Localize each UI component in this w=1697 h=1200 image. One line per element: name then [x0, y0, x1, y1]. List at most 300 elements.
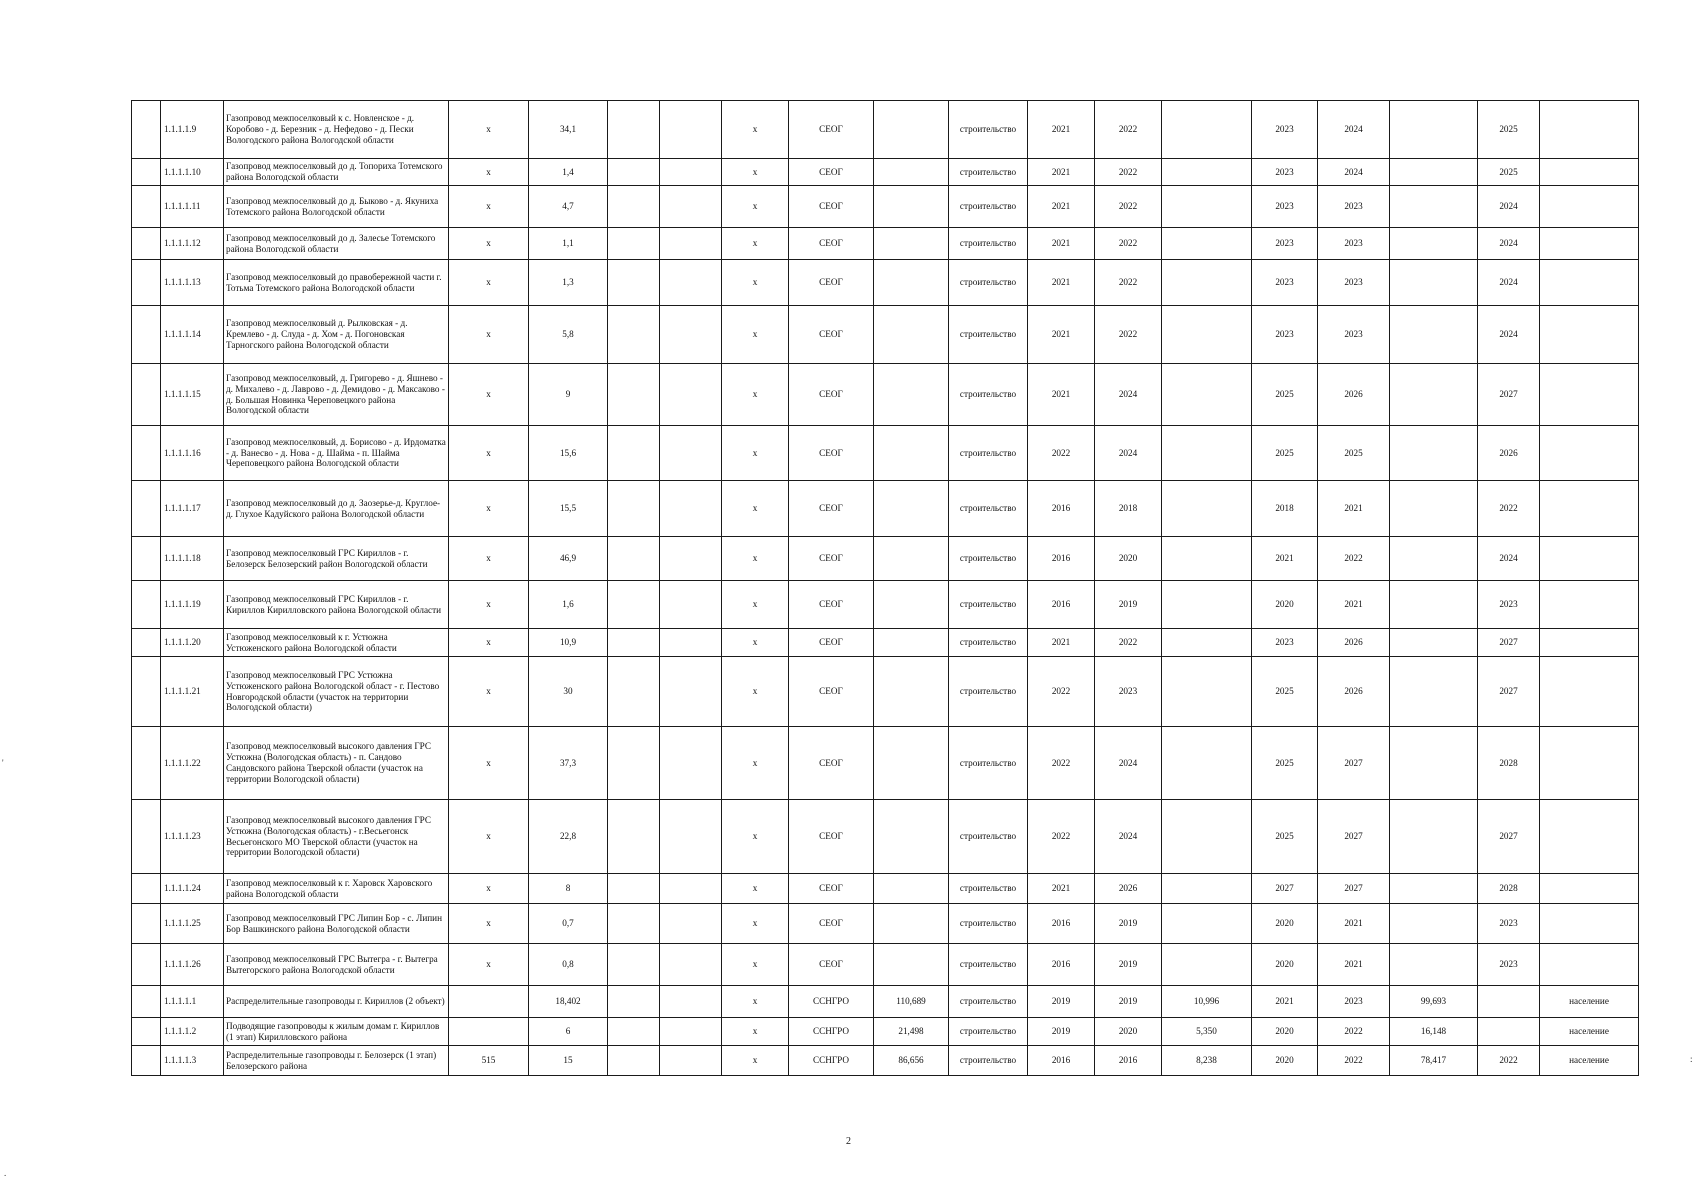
cell-c12: 2023 — [1252, 629, 1318, 657]
cell-c1: х — [449, 186, 529, 228]
cell-c8: строительство — [949, 1018, 1028, 1046]
cell-c14 — [1390, 159, 1478, 186]
row-number: 1.1.1.1.13 — [161, 260, 224, 306]
cell-c12: 2023 — [1252, 186, 1318, 228]
cell-c1 — [449, 1018, 529, 1046]
cell-c5: х — [722, 986, 789, 1018]
row-number: 1.1.1.1.15 — [161, 364, 224, 426]
cell-c12: 2025 — [1252, 364, 1318, 426]
cell-c10: 2022 — [1095, 629, 1162, 657]
table-row — [132, 800, 1639, 874]
cell-c9: 2022 — [1028, 727, 1095, 800]
cell-c16 — [1540, 186, 1639, 228]
row-number: 1.1.1.1.1 — [161, 986, 224, 1018]
cell-c7: 21,498 — [874, 1018, 949, 1046]
cell-c3 — [608, 537, 660, 581]
cell-c14 — [1390, 657, 1478, 727]
cell-c10: 2022 — [1095, 228, 1162, 260]
cell-c12: 2020 — [1252, 1046, 1318, 1076]
cell-c5: х — [722, 306, 789, 364]
cell-c9: 2016 — [1028, 581, 1095, 629]
object-name: Распределительные газопроводы г. Кириллов (2 объект) — [224, 986, 449, 1018]
cell-c16 — [1540, 228, 1639, 260]
page-number: 2 — [846, 1136, 851, 1147]
cell-c11 — [1162, 800, 1252, 874]
cell-c8: строительство — [949, 944, 1028, 986]
table-row — [132, 1018, 1639, 1046]
cell-c5: х — [722, 727, 789, 800]
cell-c13: 2027 — [1318, 727, 1390, 800]
cell-c6: СЕОГ — [789, 657, 874, 727]
cell-c14 — [1390, 481, 1478, 537]
cell-c11 — [1162, 306, 1252, 364]
cell-c4 — [660, 306, 722, 364]
cell-c14 — [1390, 228, 1478, 260]
cell-c14 — [1390, 364, 1478, 426]
cell-c6: СЕОГ — [789, 306, 874, 364]
cell-c15: 2025 — [1478, 101, 1540, 159]
cell-c1: х — [449, 260, 529, 306]
cell-c9: 2016 — [1028, 944, 1095, 986]
cell-c13: 2022 — [1318, 537, 1390, 581]
cell-c12: 2023 — [1252, 228, 1318, 260]
cell-c10: 2024 — [1095, 800, 1162, 874]
row-number: 1.1.1.1.9 — [161, 101, 224, 159]
cell-c6: СЕОГ — [789, 260, 874, 306]
cell-c15: 2023 — [1478, 581, 1540, 629]
cell-c3 — [608, 874, 660, 904]
cell-c4 — [660, 159, 722, 186]
cell-c6: СЕОГ — [789, 186, 874, 228]
row-number: 1.1.1.1.11 — [161, 186, 224, 228]
table-row — [132, 101, 1639, 159]
row-blank-cell — [132, 159, 161, 186]
cell-c1: х — [449, 228, 529, 260]
cell-c5: х — [722, 944, 789, 986]
cell-c12: 2020 — [1252, 944, 1318, 986]
cell-c15: 2024 — [1478, 260, 1540, 306]
cell-c8: строительство — [949, 101, 1028, 159]
cell-c3 — [608, 1046, 660, 1076]
cell-c2: 5,8 — [529, 306, 608, 364]
table-row — [132, 537, 1639, 581]
cell-c10: 2026 — [1095, 874, 1162, 904]
cell-c10: 2020 — [1095, 537, 1162, 581]
cell-c3 — [608, 260, 660, 306]
cell-c15 — [1478, 986, 1540, 1018]
cell-c7: 110,689 — [874, 986, 949, 1018]
cell-c2: 15,6 — [529, 426, 608, 481]
cell-c15: 2024 — [1478, 228, 1540, 260]
cell-c3 — [608, 159, 660, 186]
cell-c11 — [1162, 657, 1252, 727]
cell-c9: 2022 — [1028, 800, 1095, 874]
cell-c4 — [660, 1046, 722, 1076]
cell-c11: 8,238 — [1162, 1046, 1252, 1076]
cell-c8: строительство — [949, 727, 1028, 800]
cell-c4 — [660, 986, 722, 1018]
cell-c10: 2022 — [1095, 306, 1162, 364]
object-name: Газопровод межпоселковый ГРС Вытегра - г. Вытегра Вытегорского района Вологодской области — [224, 944, 449, 986]
cell-c5: х — [722, 657, 789, 727]
cell-c7 — [874, 657, 949, 727]
cell-c13: 2024 — [1318, 159, 1390, 186]
cell-c2: 1,1 — [529, 228, 608, 260]
row-number: 1.1.1.1.2 — [161, 1018, 224, 1046]
cell-c14 — [1390, 904, 1478, 944]
cell-c4 — [660, 629, 722, 657]
cell-c11 — [1162, 944, 1252, 986]
cell-c3 — [608, 186, 660, 228]
cell-c4 — [660, 228, 722, 260]
cell-c6: СЕОГ — [789, 481, 874, 537]
cell-c5: х — [722, 904, 789, 944]
object-name: Газопровод межпоселковый ГРС Липин Бор - с. Липин Бор Вашкинского района Вологодской области — [224, 904, 449, 944]
cell-c14 — [1390, 260, 1478, 306]
cell-c7 — [874, 800, 949, 874]
object-name: Газопровод межпоселковый высокого давления ГРС Устюжна (Вологодская область) - п. Сандово Сандовского района Тверской области (участок на территории Вологодской области) — [224, 727, 449, 800]
cell-c12: 2023 — [1252, 260, 1318, 306]
cell-c1: х — [449, 727, 529, 800]
cell-c13: 2023 — [1318, 306, 1390, 364]
cell-c13: 2026 — [1318, 657, 1390, 727]
cell-c14 — [1390, 629, 1478, 657]
cell-c2: 10,9 — [529, 629, 608, 657]
cell-c3 — [608, 581, 660, 629]
cell-c8: строительство — [949, 426, 1028, 481]
cell-c5: х — [722, 426, 789, 481]
cell-c10: 2019 — [1095, 986, 1162, 1018]
cell-c16 — [1540, 260, 1639, 306]
cell-c10: 2024 — [1095, 727, 1162, 800]
cell-c9: 2019 — [1028, 1018, 1095, 1046]
cell-c2: 4,7 — [529, 186, 608, 228]
cell-c11 — [1162, 364, 1252, 426]
row-blank-cell — [132, 629, 161, 657]
cell-c4 — [660, 727, 722, 800]
cell-c15: 2028 — [1478, 727, 1540, 800]
cell-c16 — [1540, 581, 1639, 629]
cell-c15: 2026 — [1478, 426, 1540, 481]
cell-c6: СЕОГ — [789, 581, 874, 629]
cell-c6: ССНГРО — [789, 1018, 874, 1046]
cell-c4 — [660, 426, 722, 481]
row-number: 1.1.1.1.18 — [161, 537, 224, 581]
cell-c14 — [1390, 306, 1478, 364]
cell-c5: х — [722, 581, 789, 629]
cell-c14 — [1390, 537, 1478, 581]
cell-c9: 2021 — [1028, 260, 1095, 306]
cell-c5: х — [722, 260, 789, 306]
cell-c13: 2021 — [1318, 481, 1390, 537]
cell-c11 — [1162, 101, 1252, 159]
table-row — [132, 364, 1639, 426]
cell-c10: 2019 — [1095, 944, 1162, 986]
object-name: Газопровод межпоселковый к с. Новленское - д. Коробово - д. Березник - д. Нефедово - д. Пески Вологодского района Вологодской области — [224, 101, 449, 159]
cell-c7 — [874, 481, 949, 537]
cell-c9: 2016 — [1028, 904, 1095, 944]
cell-c9: 2021 — [1028, 101, 1095, 159]
cell-c7 — [874, 101, 949, 159]
cell-c14 — [1390, 186, 1478, 228]
cell-c7 — [874, 874, 949, 904]
row-blank-cell — [132, 1018, 161, 1046]
cell-c2: 6 — [529, 1018, 608, 1046]
cell-c8: строительство — [949, 874, 1028, 904]
cell-c7 — [874, 228, 949, 260]
row-number: 1.1.1.1.14 — [161, 306, 224, 364]
row-number: 1.1.1.1.16 — [161, 426, 224, 481]
table-row — [132, 629, 1639, 657]
cell-c10: 2018 — [1095, 481, 1162, 537]
row-blank-cell — [132, 426, 161, 481]
cell-c14 — [1390, 426, 1478, 481]
object-name: Газопровод межпоселковый ГРС Кириллов - г. Кириллов Кирилловского района Вологодской области — [224, 581, 449, 629]
cell-c12: 2021 — [1252, 537, 1318, 581]
cell-c10: 2020 — [1095, 1018, 1162, 1046]
cell-c11: 10,996 — [1162, 986, 1252, 1018]
cell-c12: 2020 — [1252, 1018, 1318, 1046]
cell-c9: 2021 — [1028, 364, 1095, 426]
cell-c13: 2021 — [1318, 581, 1390, 629]
cell-c11 — [1162, 629, 1252, 657]
cell-c1 — [449, 986, 529, 1018]
cell-c4 — [660, 657, 722, 727]
cell-c6: СЕОГ — [789, 101, 874, 159]
cell-c3 — [608, 657, 660, 727]
cell-c7 — [874, 727, 949, 800]
cell-c13: 2027 — [1318, 800, 1390, 874]
cell-c9: 2022 — [1028, 426, 1095, 481]
cell-c8: строительство — [949, 260, 1028, 306]
cell-c14 — [1390, 581, 1478, 629]
cell-c7 — [874, 904, 949, 944]
row-blank-cell — [132, 537, 161, 581]
cell-c8: строительство — [949, 306, 1028, 364]
cell-c3 — [608, 727, 660, 800]
cell-c7 — [874, 944, 949, 986]
cell-c4 — [660, 260, 722, 306]
cell-c7 — [874, 426, 949, 481]
cell-c15: 2028 — [1478, 874, 1540, 904]
table-row — [132, 727, 1639, 800]
table-row — [132, 1046, 1639, 1076]
cell-c7 — [874, 629, 949, 657]
cell-c4 — [660, 1018, 722, 1046]
cell-c2: 37,3 — [529, 727, 608, 800]
cell-c6: СЕОГ — [789, 364, 874, 426]
object-name: Газопровод межпоселковый д. Рылковская - д. Кремлево - д. Слуда - д. Хом - д. Погоновская Тарногского района Вологодской области — [224, 306, 449, 364]
cell-c16 — [1540, 904, 1639, 944]
cell-c3 — [608, 228, 660, 260]
table-row — [132, 581, 1639, 629]
cell-c5: х — [722, 159, 789, 186]
cell-c7 — [874, 260, 949, 306]
cell-c4 — [660, 944, 722, 986]
cell-c4 — [660, 186, 722, 228]
cell-c8: строительство — [949, 1046, 1028, 1076]
row-number: 1.1.1.1.3 — [161, 1046, 224, 1076]
cell-c11 — [1162, 537, 1252, 581]
cell-c4 — [660, 904, 722, 944]
row-number: 1.1.1.1.20 — [161, 629, 224, 657]
cell-c14 — [1390, 944, 1478, 986]
row-blank-cell — [132, 186, 161, 228]
cell-c13: 2027 — [1318, 874, 1390, 904]
row-blank-cell — [132, 581, 161, 629]
scan-edge-mark: . — [4, 1168, 7, 1178]
cell-c12: 2025 — [1252, 727, 1318, 800]
cell-c8: строительство — [949, 537, 1028, 581]
cell-c9: 2021 — [1028, 159, 1095, 186]
object-name: Газопровод межпоселковый к г. Устюжна Устюженского района Вологодской области — [224, 629, 449, 657]
cell-c4 — [660, 581, 722, 629]
cell-c7 — [874, 306, 949, 364]
cell-c15: 2025 — [1478, 159, 1540, 186]
object-name: Газопровод межпоселковый ГРС Кириллов - г. Белозерск Белозерский район Вологодской области — [224, 537, 449, 581]
cell-c6: СЕОГ — [789, 159, 874, 186]
cell-c11 — [1162, 874, 1252, 904]
cell-c16 — [1540, 159, 1639, 186]
cell-c15: 2024 — [1478, 306, 1540, 364]
row-blank-cell — [132, 364, 161, 426]
cell-c16 — [1540, 306, 1639, 364]
cell-c3 — [608, 364, 660, 426]
cell-c13: 2023 — [1318, 260, 1390, 306]
cell-c3 — [608, 944, 660, 986]
row-number: 1.1.1.1.10 — [161, 159, 224, 186]
cell-c10: 2022 — [1095, 101, 1162, 159]
cell-c5: х — [722, 629, 789, 657]
cell-c11 — [1162, 581, 1252, 629]
row-number: 1.1.1.1.12 — [161, 228, 224, 260]
row-blank-cell — [132, 306, 161, 364]
cell-c14: 99,693 — [1390, 986, 1478, 1018]
cell-c15: 2027 — [1478, 800, 1540, 874]
object-name: Газопровод межпоселковый до правобережной части г. Тотьма Тотемского района Вологодской области — [224, 260, 449, 306]
table-row — [132, 481, 1639, 537]
cell-c10: 2019 — [1095, 904, 1162, 944]
cell-c7 — [874, 581, 949, 629]
table-row — [132, 260, 1639, 306]
cell-c1: х — [449, 537, 529, 581]
cell-c8: строительство — [949, 159, 1028, 186]
cell-c2: 15,5 — [529, 481, 608, 537]
cell-c1: х — [449, 159, 529, 186]
cell-c13: 2021 — [1318, 904, 1390, 944]
cell-c9: 2021 — [1028, 186, 1095, 228]
table-body — [132, 101, 1639, 1076]
cell-c11: 5,350 — [1162, 1018, 1252, 1046]
cell-c8: строительство — [949, 904, 1028, 944]
cell-c16 — [1540, 800, 1639, 874]
cell-c11 — [1162, 260, 1252, 306]
cell-c5: х — [722, 228, 789, 260]
cell-c1: х — [449, 800, 529, 874]
cell-c16 — [1540, 727, 1639, 800]
row-number: 1.1.1.1.23 — [161, 800, 224, 874]
cell-c7: 86,656 — [874, 1046, 949, 1076]
cell-c2: 0,7 — [529, 904, 608, 944]
cell-c4 — [660, 481, 722, 537]
table-row — [132, 426, 1639, 481]
cell-c5: х — [722, 874, 789, 904]
cell-c12: 2023 — [1252, 101, 1318, 159]
cell-c5: х — [722, 101, 789, 159]
cell-c15: 2023 — [1478, 944, 1540, 986]
cell-c2: 0,8 — [529, 944, 608, 986]
cell-c12: 2025 — [1252, 426, 1318, 481]
cell-c3 — [608, 101, 660, 159]
cell-c1: х — [449, 629, 529, 657]
cell-c6: ССНГРО — [789, 986, 874, 1018]
cell-c12: 2020 — [1252, 904, 1318, 944]
row-blank-cell — [132, 986, 161, 1018]
object-name: Газопровод межпоселковый до д. Заозерье-д. Круглое-д. Глухое Кадуйского района Вологодской области — [224, 481, 449, 537]
cell-c4 — [660, 874, 722, 904]
cell-c3 — [608, 426, 660, 481]
program-table — [131, 100, 1639, 1076]
cell-c8: строительство — [949, 800, 1028, 874]
cell-c1: х — [449, 481, 529, 537]
table-row — [132, 159, 1639, 186]
cell-c11 — [1162, 481, 1252, 537]
cell-c10: 2024 — [1095, 364, 1162, 426]
cell-c6: СЕОГ — [789, 800, 874, 874]
cell-c15: 2022 — [1478, 481, 1540, 537]
table-row — [132, 657, 1639, 727]
cell-c6: СЕОГ — [789, 874, 874, 904]
row-number: 1.1.1.1.25 — [161, 904, 224, 944]
cell-c12: 2021 — [1252, 986, 1318, 1018]
cell-c1: х — [449, 874, 529, 904]
cell-c6: СЕОГ — [789, 629, 874, 657]
cell-c2: 15 — [529, 1046, 608, 1076]
cell-c2: 8 — [529, 874, 608, 904]
cell-c15: 2027 — [1478, 657, 1540, 727]
cell-c16 — [1540, 364, 1639, 426]
cell-c4 — [660, 537, 722, 581]
object-name: Газопровод межпоселковый до д. Залесье Тотемского района Вологодской области — [224, 228, 449, 260]
cell-c11 — [1162, 426, 1252, 481]
cell-c10: 2022 — [1095, 260, 1162, 306]
cell-c1: х — [449, 364, 529, 426]
object-name: Газопровод межпоселковый, д. Борисово - д. Ирдоматка - д. Ванесво - д. Нова - д. Шайма - п. Шайма Череповецкого района Вологодской области — [224, 426, 449, 481]
cell-c9: 2016 — [1028, 481, 1095, 537]
cell-c5: х — [722, 364, 789, 426]
cell-c1: х — [449, 657, 529, 727]
cell-c16 — [1540, 944, 1639, 986]
scan-edge-mark: ' — [2, 758, 4, 768]
cell-c6: СЕОГ — [789, 537, 874, 581]
cell-c9: 2016 — [1028, 537, 1095, 581]
cell-c9: 2021 — [1028, 228, 1095, 260]
cell-c11 — [1162, 727, 1252, 800]
cell-c15 — [1478, 1018, 1540, 1046]
cell-c6: СЕОГ — [789, 944, 874, 986]
cell-c3 — [608, 1018, 660, 1046]
row-blank-cell — [132, 481, 161, 537]
row-blank-cell — [132, 260, 161, 306]
cell-c13: 2024 — [1318, 101, 1390, 159]
row-blank-cell — [132, 101, 161, 159]
scan-edge-mark: : — [1690, 1054, 1693, 1064]
cell-c5: х — [722, 800, 789, 874]
cell-c8: строительство — [949, 481, 1028, 537]
table-row — [132, 944, 1639, 986]
object-name: Газопровод межпоселковый до д. Топориха Тотемского района Вологодской области — [224, 159, 449, 186]
row-blank-cell — [132, 944, 161, 986]
